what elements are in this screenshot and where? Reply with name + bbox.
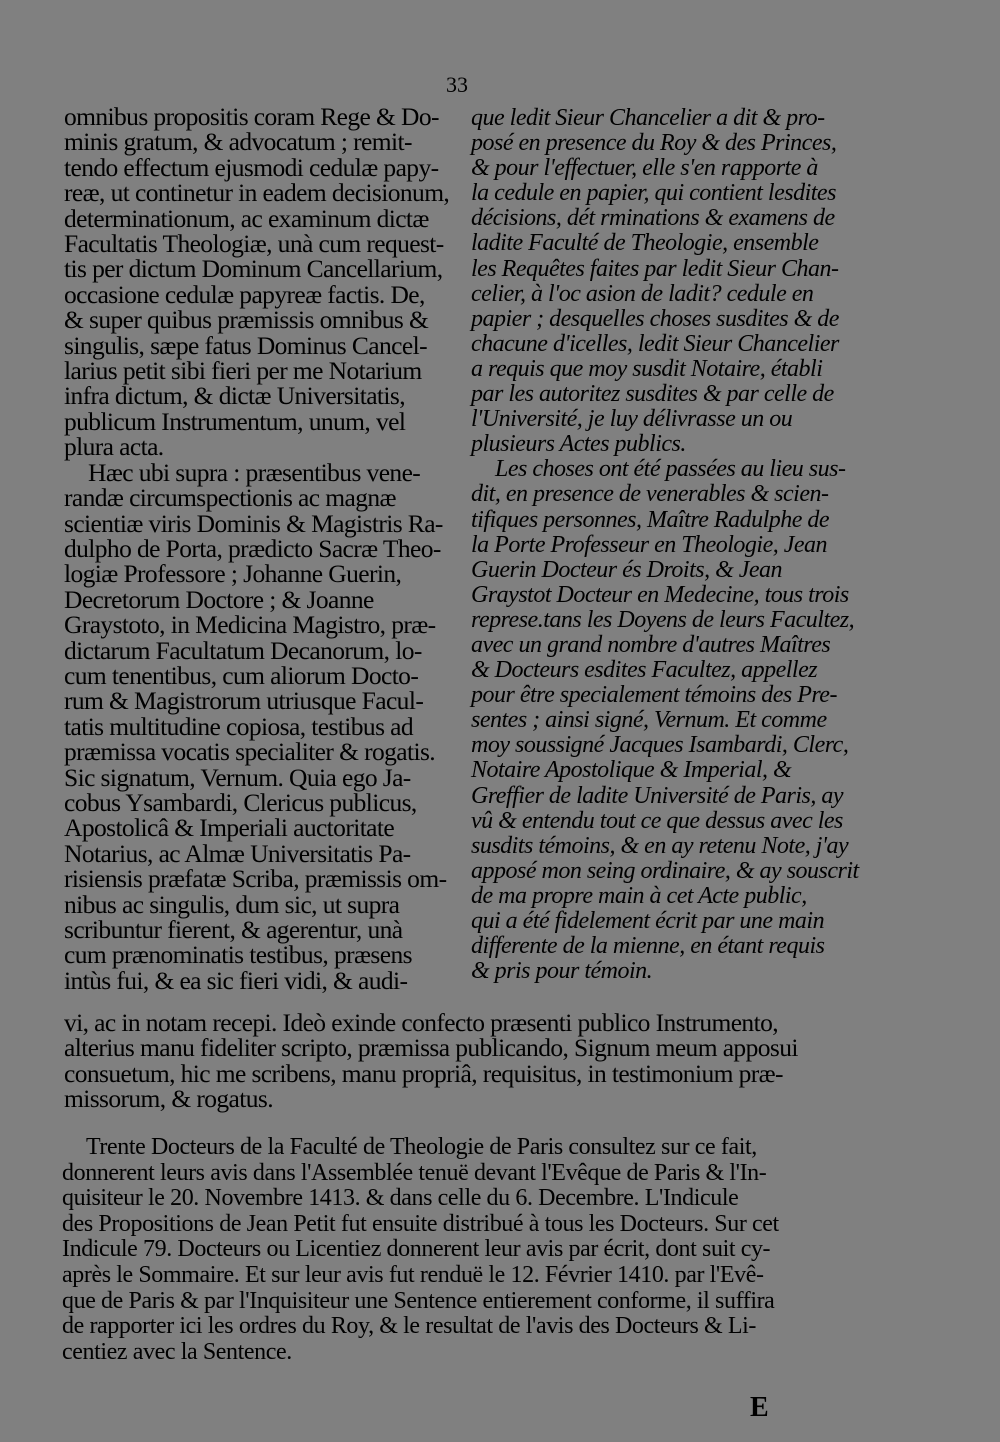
text-line: randæ circumspectionis ac magnæ — [64, 483, 396, 513]
text-line: Decretorum Doctore ; & Joanne — [64, 584, 374, 614]
summary-paragraph — [62, 1135, 862, 1365]
text-line: papier ; desquelles choses susdites & de — [471, 305, 839, 332]
french-column — [471, 105, 859, 985]
text-line: cobus Ysambardi, Clericus publicus, — [64, 787, 417, 817]
text-line: de ma propre main à cet Acte public, — [471, 882, 807, 909]
text-line: risiensis præfatæ Scriba, præmissis om- — [64, 864, 447, 894]
text-line: qui a été fidelement écrit par une main — [471, 908, 825, 934]
text-line: tatis multitudine copiosa, testibus ad — [64, 711, 414, 741]
text-line: Graystoto, in Medicina Magistro, præ- — [64, 610, 436, 640]
text-line: alterius manu fideliter scripto, præmissa publicando, Signum meum apposui — [64, 1033, 798, 1063]
text-line: dulpho de Porta, prædicto Sacræ Theo- — [64, 533, 441, 563]
text-line: plura acta. — [64, 432, 164, 462]
text-line: donnerent leurs avis dans l'Assemblée tenuë devant l'Evêque de Paris & l'In- — [62, 1159, 767, 1186]
signature-mark: E — [750, 1392, 769, 1423]
text-line: centiez avec la Sentence. — [62, 1338, 292, 1365]
text-line: la Porte Professeur en Theologie, Jean — [471, 531, 828, 558]
text-line: Guerin Docteur és Droits, & Jean — [471, 556, 783, 583]
text-line: differente de la mienne, en étant requis — [471, 933, 825, 960]
text-line: des Propositions de Jean Petit fut ensuite distribué à tous les Docteurs. Sur cet — [62, 1210, 779, 1237]
text-line: logiæ Professore ; Johanne Guerin, — [64, 559, 402, 589]
text-line: susdits témoins, & en ay retenu Note, j'ay — [471, 832, 849, 859]
text-line: minis gratum, & advocatum ; remit- — [64, 127, 412, 157]
text-line: Notaire Apostolique & Imperial, & — [471, 757, 792, 784]
text-line: Indicule 79. Docteurs ou Licentiez donnerent leur avis par écrit, dont suit cy- — [62, 1236, 771, 1263]
text-line: determinationum, ac examinum dictæ — [64, 203, 429, 233]
text-line: nibus ac singulis, dum sic, ut supra — [64, 889, 400, 919]
text-line: intùs fui, & ea sic fieri vidi, & audi- — [64, 965, 408, 995]
text-line: reæ, ut continetur in eadem decisionum, — [64, 178, 450, 208]
text-line: & super quibus præmissis omnibus & — [64, 305, 429, 335]
text-line: chacune d'icelles, ledit Sieur Chancelier — [471, 330, 839, 357]
text-line: ladite Faculté de Theologie, ensemble — [471, 230, 819, 257]
text-line: consuetum, hic me scribens, manu propriâ, requisitus, in testimonium præ- — [64, 1058, 783, 1088]
text-line: de rapporter ici les ordres du Roy, & le resultat de l'avis des Docteurs & Li- — [62, 1313, 757, 1340]
text-line: tis per dictum Dominum Cancellarium, — [64, 254, 443, 284]
text-line: posé en presence du Roy & des Princes, — [471, 130, 837, 157]
text-line: Graystot Docteur en Medecine, tous trois — [471, 581, 849, 608]
text-line: publicum Instrumentum, unum, vel — [64, 406, 406, 436]
text-line: vû & entendu tout ce que dessus avec les — [471, 807, 843, 834]
text-line: Trente Docteurs de la Faculté de Theologie de Paris consultez sur ce fait, — [86, 1134, 757, 1160]
text-line: missorum, & rogatus. — [64, 1084, 273, 1114]
text-line: celier, à l'oc asion de ladit? cedule en — [471, 280, 814, 307]
text-line: Sic signatum, Vernum. Quia ego Ja- — [64, 762, 411, 792]
latin-column — [64, 104, 456, 993]
text-line: Greffier de ladite Université de Paris, ay — [471, 782, 844, 809]
text-line: scribuntur fierent, & agerentur, unà — [64, 915, 403, 944]
text-line: par les autoritez susdites & par celle de — [471, 381, 834, 408]
text-line: que ledit Sieur Chancelier a dit & pro- — [471, 105, 825, 131]
text-line: sentes ; ainsi signé, Vernum. Et comme — [471, 707, 827, 734]
page-number: 33 — [446, 72, 468, 97]
text-line: après le Sommaire. Et sur leur avis fut renduë le 12. Février 1410. par l'Evê- — [62, 1261, 764, 1288]
text-line: a requis que moy susdit Notaire, établi — [471, 355, 823, 382]
text-line: rum & Magistrorum utriusque Facul- — [64, 686, 424, 716]
text-line: & Docteurs esdites Facultez, appellez — [471, 657, 818, 684]
text-line: la cedule en papier, qui contient lesdites — [471, 180, 836, 207]
text-line: Les choses ont été passées au lieu sus- — [495, 456, 846, 483]
text-line: avec un grand nombre d'autres Maîtres — [471, 631, 831, 658]
text-line: plusieurs Actes publics. — [471, 431, 686, 458]
text-line: scientiæ viris Dominis & Magistris Ra- — [64, 508, 443, 538]
text-line: cum prænominatis testibus, præsens — [64, 940, 412, 970]
text-line: larius petit sibi fieri per me Notarium — [64, 356, 422, 386]
text-line: les Requêtes faites par ledit Sieur Chan- — [471, 255, 839, 282]
text-line: Hæc ubi supra : præsentibus vene- — [88, 457, 421, 487]
text-line: omnibus propositis coram Rege & Do- — [64, 102, 439, 131]
text-line: apposé mon seing ordinaire, & ay souscrit — [471, 857, 859, 884]
text-line: dictarum Facultatum Decanorum, lo- — [64, 635, 422, 665]
text-line: singulis, sæpe fatus Dominus Cancel- — [64, 330, 427, 360]
text-line: que de Paris & par l'Inquisiteur une Sentence entierement conforme, il suffira — [62, 1287, 775, 1314]
text-line: præmissa vocatis specialiter & rogatis. — [64, 737, 436, 767]
text-line: & pris pour témoin. — [471, 958, 653, 985]
text-line: décisions, dét rminations & examens de — [471, 205, 835, 232]
text-line: vi, ac in notam recepi. Ideò exinde confecto præsenti publico Instrumento, — [64, 1008, 778, 1037]
latin-continuation — [64, 1010, 854, 1112]
text-line: tifiques personnes, Maître Radulphe de — [471, 506, 830, 533]
text-line: & pour l'effectuer, elle s'en rapporte à — [471, 155, 818, 182]
text-line: moy soussigné Jacques Isambardi, Clerc, — [471, 732, 849, 759]
text-line: Facultatis Theologiæ, unà cum request- — [64, 229, 444, 259]
text-line: pour être specialement témoins des Pre- — [471, 682, 837, 709]
text-line: Notarius, ac Almæ Universitatis Pa- — [64, 838, 411, 868]
text-line: infra dictum, & dictæ Universitatis, — [64, 381, 406, 411]
text-line: Apostolicâ & Imperiali auctoritate — [64, 813, 395, 843]
text-line: represe.tans les Doyens de leurs Facultez, — [471, 606, 855, 633]
text-line: cum tenentibus, cum aliorum Docto- — [64, 660, 419, 690]
text-line: quisiteur le 20. Novembre 1413. & dans celle du 6. Decembre. L'Indicule — [62, 1185, 739, 1212]
text-line: l'Université, je luy délivrasse un ou — [471, 406, 793, 433]
text-line: tendo effectum ejusmodi cedulæ papy- — [64, 152, 439, 182]
text-line: occasione cedulæ papyreæ factis. De, — [64, 279, 425, 309]
text-line: dit, en presence de venerables & scien- — [471, 481, 829, 508]
